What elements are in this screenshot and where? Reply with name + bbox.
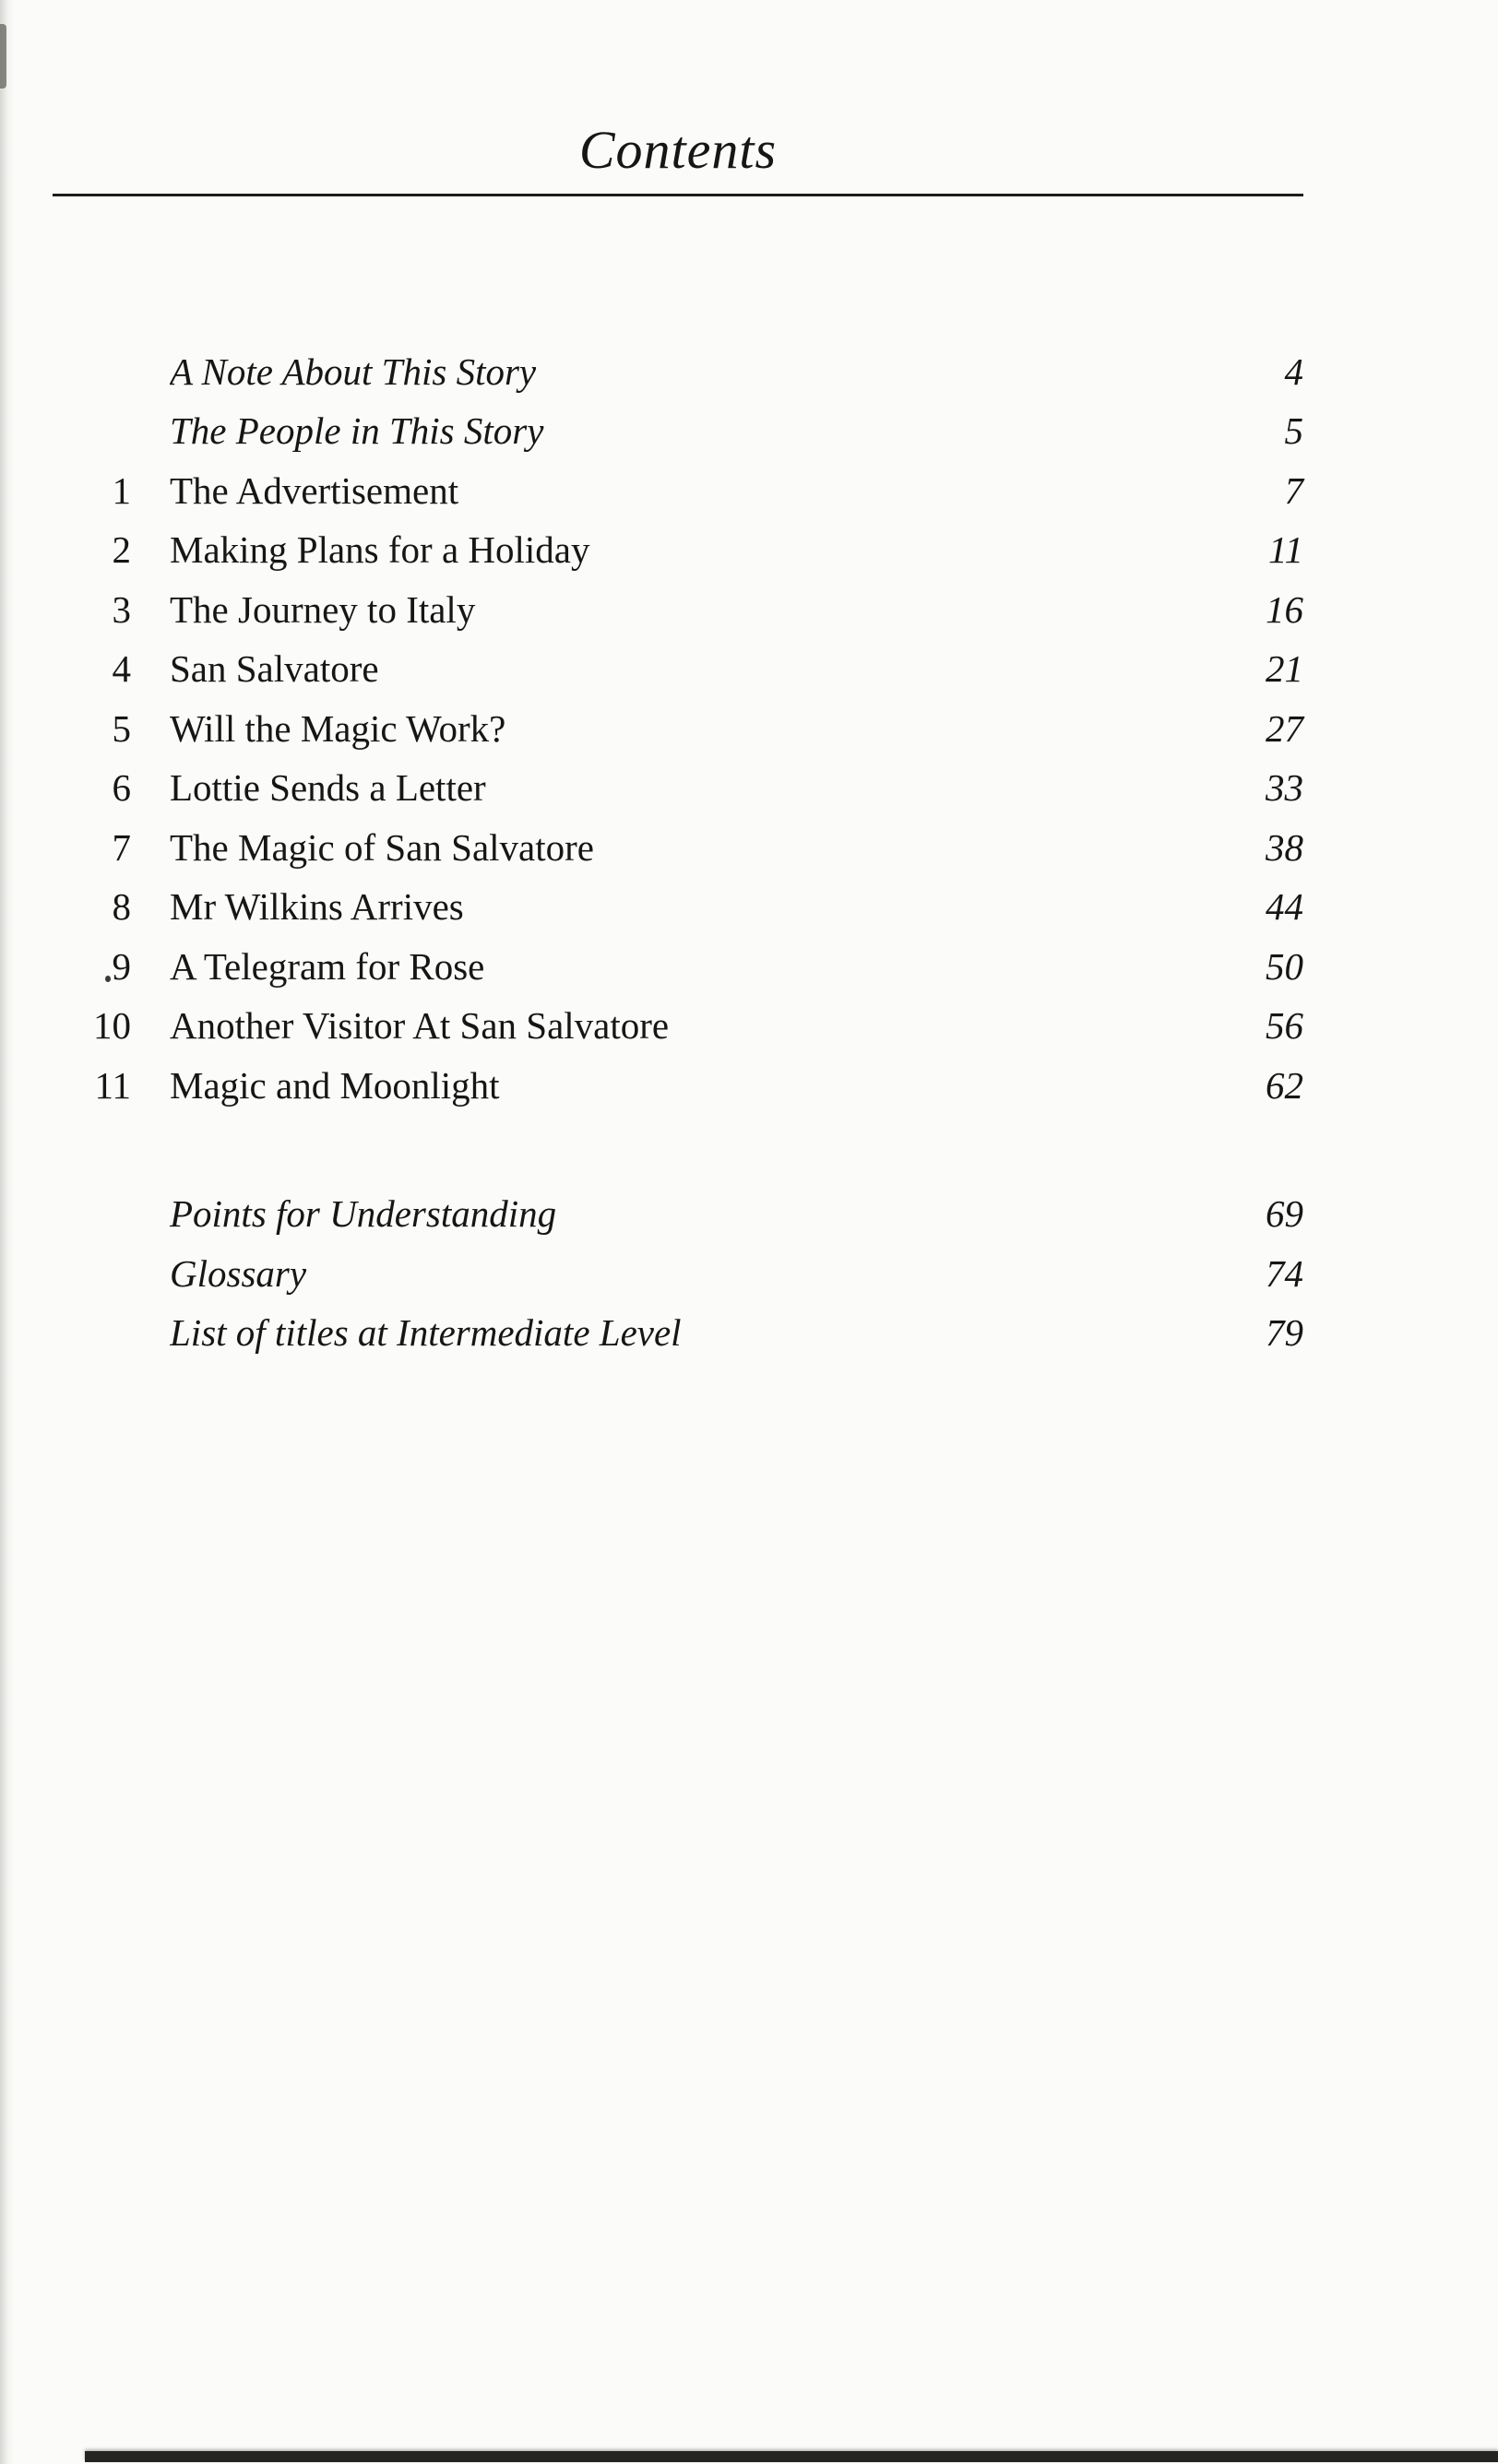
toc-entry — [53, 818, 1303, 878]
entry-page-number: 69 — [1266, 1192, 1303, 1236]
entry-title: Another Visitor At San Salvatore — [170, 1004, 670, 1048]
page-title: Contents — [578, 120, 778, 180]
entry-title: The Journey to Italy — [170, 587, 476, 631]
chapter-number: 8 — [112, 885, 131, 929]
entry-title: Will the Magic Work? — [170, 706, 506, 750]
chapter-number: 4 — [112, 647, 131, 691]
toc-entry — [53, 461, 1303, 521]
contents-page — [53, 118, 1303, 1363]
entry-page-number: 16 — [1266, 587, 1303, 631]
front-matter-section — [53, 342, 1303, 461]
toc-entry — [53, 1184, 1303, 1244]
entry-title: List of titles at Intermediate Level — [170, 1311, 682, 1355]
scan-edge-left — [0, 0, 15, 2464]
entry-page-number: 44 — [1266, 885, 1303, 929]
toc-entry — [53, 1244, 1303, 1304]
scan-edge-bottom — [85, 2451, 1498, 2462]
entry-title: Mr Wilkins Arrives — [170, 885, 464, 929]
toc-entry — [53, 996, 1303, 1056]
scan-speck — [105, 976, 111, 982]
entry-title: Points for Understanding — [170, 1192, 557, 1236]
chapter-number: 10 — [93, 1004, 131, 1048]
entry-page-number: 27 — [1266, 706, 1303, 750]
toc-entry — [53, 342, 1303, 402]
entry-page-number: 38 — [1266, 825, 1303, 869]
entry-title: A Note About This Story — [170, 349, 537, 393]
entry-page-number: 62 — [1266, 1063, 1303, 1107]
chapter-number: 3 — [112, 587, 131, 631]
entry-title: Lottie Sends a Letter — [170, 766, 486, 810]
scan-mark — [0, 24, 6, 89]
entry-page-number: 79 — [1266, 1311, 1303, 1355]
entry-page-number: 56 — [1266, 1004, 1303, 1048]
entry-page-number: 11 — [1268, 528, 1303, 572]
chapters-section — [53, 461, 1303, 1116]
toc-entry — [53, 877, 1303, 937]
toc-entry — [53, 580, 1303, 640]
chapter-number: 9 — [112, 944, 131, 988]
entry-page-number: 50 — [1266, 944, 1303, 988]
toc-entry — [53, 639, 1303, 699]
entry-title: The Magic of San Salvatore — [170, 825, 594, 869]
toc-entry — [53, 937, 1303, 997]
entry-page-number: 74 — [1266, 1251, 1303, 1295]
chapter-number: 1 — [112, 468, 131, 512]
entry-page-number: 5 — [1284, 409, 1303, 453]
entry-page-number: 33 — [1266, 766, 1303, 810]
toc-list — [53, 342, 1303, 1363]
chapter-number: 2 — [112, 528, 131, 572]
entry-title: The Advertisement — [170, 468, 459, 512]
entry-page-number: 21 — [1266, 647, 1303, 691]
entry-title: Making Plans for a Holiday — [170, 528, 590, 572]
chapter-number: 5 — [112, 706, 131, 750]
toc-entry — [53, 401, 1303, 461]
chapter-number: 11 — [94, 1063, 131, 1107]
back-matter-section — [53, 1184, 1303, 1363]
entry-title: Magic and Moonlight — [170, 1063, 500, 1107]
entry-title: A Telegram for Rose — [170, 944, 485, 988]
toc-entry — [53, 1303, 1303, 1363]
chapter-number: 6 — [112, 766, 131, 810]
toc-entry — [53, 758, 1303, 818]
title-rule — [53, 194, 1303, 196]
entry-page-number: 7 — [1284, 468, 1303, 512]
entry-title: San Salvatore — [170, 647, 379, 691]
toc-entry — [53, 520, 1303, 580]
chapter-number: 7 — [112, 825, 131, 869]
entry-page-number: 4 — [1284, 349, 1303, 393]
toc-entry — [53, 1056, 1303, 1116]
entry-title: The People in This Story — [170, 409, 544, 453]
entry-title: Glossary — [170, 1251, 307, 1295]
toc-entry — [53, 699, 1303, 759]
